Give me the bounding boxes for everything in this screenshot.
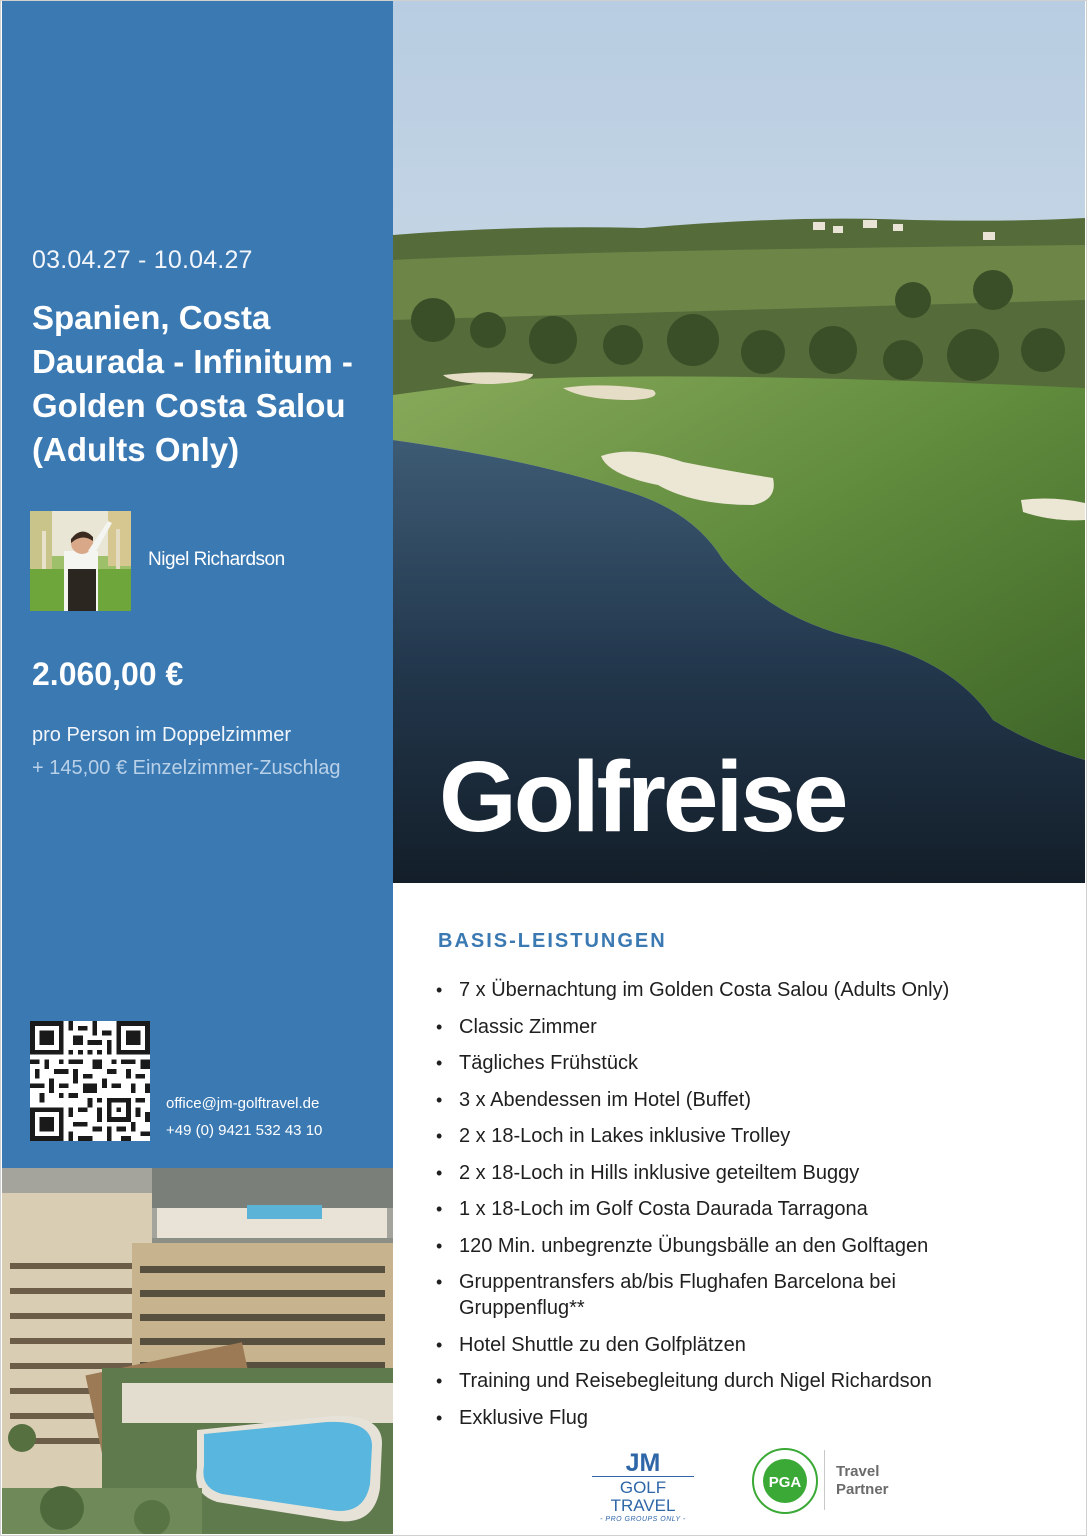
service-item: • Training und Reisebegleitung durch Nigel Richardson [436, 1368, 1036, 1394]
service-item: • 2 x 18-Loch in Hills inklusive geteiltem Buggy [436, 1160, 1036, 1186]
jm-golf-travel-logo [588, 1449, 698, 1523]
trip-title: Spanien, Costa Daurada - Infinitum - Golden Costa Salou (Adults Only) [32, 299, 353, 468]
jm-logo-name: GOLF TRAVEL [592, 1476, 694, 1515]
partner-line-1: Travel [836, 1463, 880, 1480]
price: 2.060,00 € [32, 656, 184, 692]
service-item: • 120 Min. unbegrenzte Übungsbälle an den Golftagen [436, 1233, 1036, 1259]
service-item: • Exklusive Flug [436, 1405, 1036, 1431]
service-item: • Gruppentransfers ab/bis Flughafen Barcelona bei Gruppenflug** [436, 1269, 929, 1321]
service-item: • 2 x 18-Loch in Lakes inklusive Trolley [436, 1123, 1036, 1149]
partner-divider [824, 1450, 825, 1510]
hero-heading: Golfreise [439, 741, 846, 853]
jm-logo-tagline: - PRO GROUPS ONLY - [600, 1516, 686, 1523]
guide-name: Nigel Richardson [148, 549, 285, 570]
pga-seal-logo [752, 1448, 818, 1514]
guide-photo [30, 511, 131, 611]
pga-text: PGA [768, 1474, 802, 1491]
contact-email[interactable]: office@jm-golftravel.de [166, 1095, 320, 1112]
service-item: • 1 x 18-Loch im Golf Costa Daurada Tarragona [436, 1196, 1036, 1222]
sidebar [2, 0, 393, 1168]
services-title: BASIS-LEISTUNGEN [438, 930, 667, 952]
hotel-photo [2, 1168, 393, 1534]
service-item: • Classic Zimmer [436, 1014, 1036, 1040]
travel-dates: 03.04.27 - 10.04.27 [32, 246, 253, 274]
service-item: • Tägliches Frühstück [436, 1050, 1036, 1076]
service-item: • 3 x Abendessen im Hotel (Buffet) [436, 1087, 1036, 1113]
service-item: • 7 x Übernachtung im Golden Costa Salou (Adults Only) [436, 977, 1036, 1003]
qr-code[interactable] [30, 1021, 150, 1141]
jm-logo-mark: JM [625, 1449, 661, 1477]
hero-image [393, 0, 1085, 883]
service-item: • Hotel Shuttle zu den Golfplätzen [436, 1332, 1036, 1358]
contact-phone[interactable]: +49 (0) 9421 532 43 10 [166, 1122, 323, 1139]
price-note: pro Person im Doppelzimmer [32, 724, 291, 746]
price-surcharge: + 145,00 € Einzelzimmer-Zuschlag [32, 757, 341, 779]
partner-line-2: Partner [836, 1481, 889, 1498]
travel-partner-label [836, 1463, 889, 1499]
services-list [436, 977, 1036, 1441]
